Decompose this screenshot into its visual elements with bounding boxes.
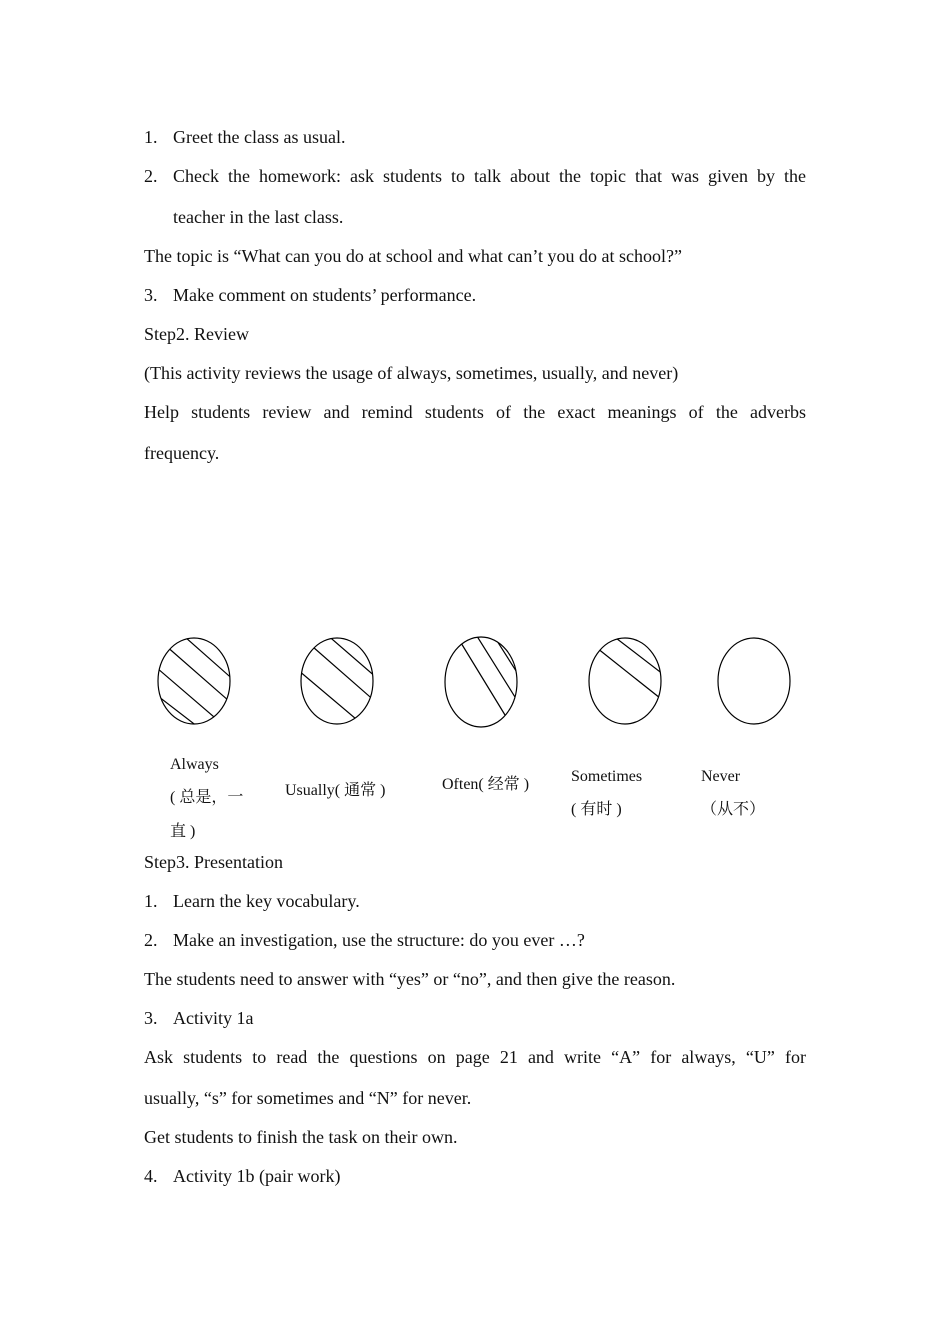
list-number: 2. [144, 930, 158, 950]
usually-label: Usually( 通常 ) [285, 782, 386, 799]
list-text: Activity 1a [173, 1008, 254, 1028]
list-text: Make an investigation, use the structure: do you ever …? [173, 930, 585, 950]
list-text: Make comment on students’ performance. [173, 285, 477, 305]
list-number: 1. [144, 127, 158, 147]
list-text: Greet the class as usual. [173, 127, 346, 147]
list-number: 4. [144, 1166, 158, 1186]
ask-students-line1: Ask students to read the questions on page 21 and write “A” for always, “U” for [144, 1047, 806, 1067]
list-number: 3. [144, 285, 158, 305]
sometimes-label-zh: ( 有时 ) [571, 801, 622, 818]
answer-note: The students need to answer with “yes” or “no”, and then give the reason. [144, 969, 676, 989]
often-circle [445, 633, 525, 727]
list-text: Activity 1b (pair work) [173, 1166, 341, 1186]
list-number: 3. [144, 1008, 158, 1028]
list-number: 1. [144, 891, 158, 911]
step2-help-line1: Help students review and remind students of the exact meanings of the adverbs [144, 402, 806, 422]
finish-task-text: Get students to finish the task on their own. [144, 1127, 458, 1147]
never-label-zh: （从不） [701, 801, 766, 818]
step2-heading: Step2. Review [144, 324, 249, 344]
always-label-zh1: ( 总是，一 [170, 789, 244, 806]
often-label: Often( 经常 ) [442, 776, 530, 793]
list-item-investigation [144, 928, 585, 952]
list-item-activity-1a [144, 1006, 253, 1030]
step2-note: (This activity reviews the usage of always, sometimes, usually, and never) [144, 363, 679, 383]
step3-heading: Step3. Presentation [144, 852, 283, 872]
always-circle [150, 637, 245, 740]
homework-text-line2: teacher in the last class. [173, 207, 344, 227]
always-label-zh2: 直 ) [170, 823, 196, 840]
list-item-activity-1b [144, 1164, 340, 1188]
list-item-vocabulary [144, 889, 360, 913]
list-number-homework: 2. [144, 166, 158, 186]
list-text: Learn the key vocabulary. [173, 891, 360, 911]
sometimes-label-en: Sometimes [571, 768, 643, 785]
usually-circle [292, 633, 385, 735]
topic-text: The topic is “What can you do at school and what can’t you do at school?” [144, 246, 683, 266]
ask-students-line2: usually, “s” for sometimes and “N” for never. [144, 1088, 472, 1108]
sometimes-circle [589, 635, 668, 724]
step2-help-line2: frequency. [144, 443, 220, 463]
always-label-en: Always [170, 756, 219, 773]
homework-text-line1: Check the homework: ask students to talk about the topic that was given by the [173, 166, 806, 186]
never-circle [718, 638, 790, 724]
never-label-en: Never [701, 768, 741, 785]
